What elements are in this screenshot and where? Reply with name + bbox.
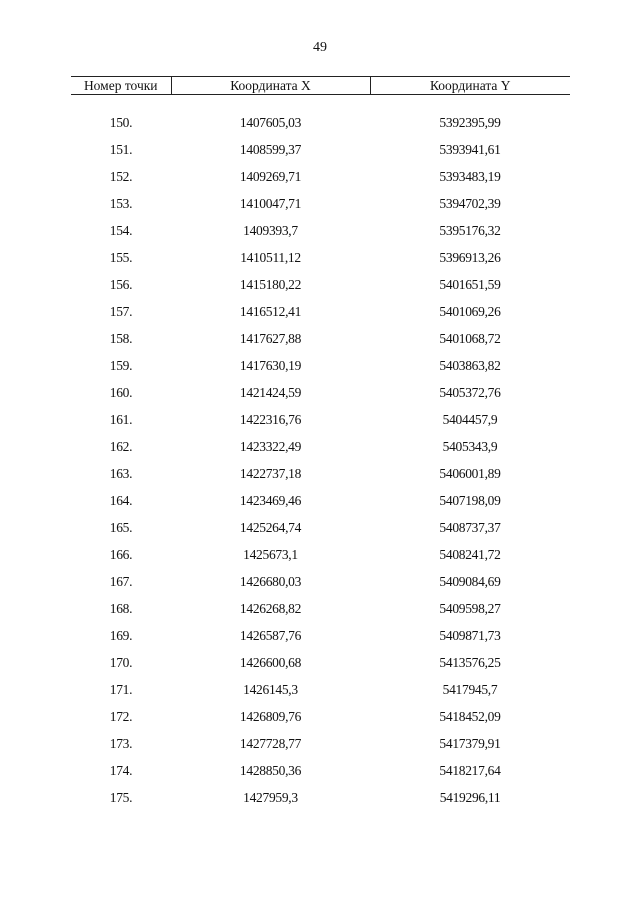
table-row — [71, 433, 570, 460]
header-point-number: Номер точки — [71, 77, 171, 95]
cell-coordinate-x: 1422316,76 — [239, 411, 302, 427]
table-row — [71, 757, 570, 784]
table-row — [71, 190, 570, 217]
cell-coordinate-x: 1426145,3 — [243, 681, 298, 697]
cell-coordinate-x: 1408599,37 — [239, 141, 302, 157]
cell-point-number: 166. — [109, 546, 133, 562]
cell-point-number: 156. — [109, 276, 133, 292]
cell-coordinate-y: 5403863,82 — [439, 357, 501, 373]
cell-point-number: 173. — [109, 735, 133, 751]
cell-point-number: 159. — [109, 357, 133, 373]
cell-coordinate-y: 5401068,72 — [439, 330, 501, 346]
cell-point-number: 172. — [109, 708, 133, 724]
cell-coordinate-y: 5408737,37 — [439, 519, 501, 535]
spacer-row — [71, 95, 570, 110]
cell-point-number: 165. — [109, 519, 133, 535]
cell-coordinate-x: 1426809,76 — [239, 708, 302, 724]
cell-point-number: 168. — [109, 600, 133, 616]
cell-point-number: 160. — [109, 384, 133, 400]
cell-coordinate-y: 5419296,11 — [439, 789, 501, 805]
table-row — [71, 379, 570, 406]
cell-coordinate-x: 1425673,1 — [243, 546, 298, 562]
cell-coordinate-x: 1427959,3 — [243, 789, 298, 805]
cell-coordinate-y: 5405343,9 — [442, 438, 498, 454]
table-row — [71, 541, 570, 568]
page-number: 49 — [313, 40, 327, 55]
header-coordinate-x: Координата X — [171, 77, 370, 95]
cell-coordinate-y: 5418217,64 — [439, 762, 501, 778]
cell-coordinate-x: 1423469,46 — [239, 492, 302, 508]
cell-point-number: 170. — [109, 654, 133, 670]
cell-coordinate-y: 5396913,26 — [439, 249, 501, 265]
cell-coordinate-x: 1417630,19 — [239, 357, 302, 373]
cell-point-number: 161. — [109, 411, 133, 427]
cell-point-number: 175. — [109, 789, 133, 805]
cell-point-number: 174. — [109, 762, 133, 778]
table-row — [71, 514, 570, 541]
cell-coordinate-x: 1407605,03 — [239, 114, 302, 130]
cell-coordinate-x: 1426680,03 — [239, 573, 302, 589]
cell-point-number: 162. — [109, 438, 133, 454]
table-row — [71, 352, 570, 379]
cell-point-number: 152. — [109, 168, 133, 184]
cell-coordinate-y: 5404457,9 — [442, 411, 498, 427]
cell-point-number: 158. — [109, 330, 133, 346]
cell-coordinate-y: 5405372,76 — [439, 384, 501, 400]
cell-coordinate-y: 5401651,59 — [439, 276, 501, 292]
cell-coordinate-x: 1426600,68 — [239, 654, 302, 670]
cell-coordinate-y: 5395176,32 — [439, 222, 501, 238]
cell-coordinate-y: 5406001,89 — [439, 465, 501, 481]
table-row — [71, 244, 570, 271]
cell-coordinate-y: 5418452,09 — [439, 708, 501, 724]
cell-coordinate-x: 1410511,12 — [240, 249, 301, 265]
cell-coordinate-x: 1409269,71 — [239, 168, 302, 184]
table-row — [71, 217, 570, 244]
cell-coordinate-x: 1409393,7 — [243, 222, 298, 238]
cell-coordinate-y: 5393941,61 — [439, 141, 501, 157]
table-row — [71, 649, 570, 676]
cell-coordinate-x: 1421424,59 — [239, 384, 302, 400]
cell-point-number: 171. — [109, 681, 133, 697]
table-row — [71, 406, 570, 433]
table-row — [71, 271, 570, 298]
cell-coordinate-x: 1416512,41 — [239, 303, 302, 319]
cell-coordinate-y: 5408241,72 — [439, 546, 501, 562]
cell-coordinate-y: 5394702,39 — [439, 195, 501, 211]
cell-coordinate-y: 5417945,7 — [442, 681, 498, 697]
table-row — [71, 622, 570, 649]
cell-point-number: 167. — [109, 573, 133, 589]
table-row — [71, 325, 570, 352]
table-row — [71, 703, 570, 730]
cell-coordinate-x: 1422737,18 — [239, 465, 302, 481]
cell-coordinate-x: 1415180,22 — [239, 276, 302, 292]
table-row — [71, 595, 570, 622]
table-row — [71, 136, 570, 163]
cell-point-number: 154. — [109, 222, 133, 238]
table-row — [71, 109, 570, 136]
cell-coordinate-x: 1410047,71 — [239, 195, 302, 211]
cell-coordinate-y: 5409084,69 — [439, 573, 501, 589]
table-row — [71, 460, 570, 487]
table-row — [71, 487, 570, 514]
cell-coordinate-y: 5409598,27 — [439, 600, 501, 616]
cell-coordinate-x: 1426268,82 — [239, 600, 302, 616]
cell-point-number: 150. — [109, 114, 133, 130]
cell-point-number: 155. — [109, 249, 133, 265]
table-row — [71, 730, 570, 757]
cell-coordinate-y: 5407198,09 — [439, 492, 501, 508]
cell-point-number: 169. — [109, 627, 133, 643]
cell-coordinate-x: 1417627,88 — [239, 330, 302, 346]
cell-point-number: 153. — [109, 195, 133, 211]
table-row — [71, 163, 570, 190]
cell-point-number: 157. — [109, 303, 133, 319]
cell-coordinate-y: 5417379,91 — [439, 735, 501, 751]
cell-point-number: 151. — [109, 141, 133, 157]
table-row — [71, 676, 570, 703]
table-row — [71, 298, 570, 325]
coordinates-table — [71, 76, 570, 811]
cell-coordinate-y: 5393483,19 — [439, 168, 501, 184]
cell-coordinate-x: 1423322,49 — [239, 438, 302, 454]
cell-coordinate-y: 5413576,25 — [439, 654, 501, 670]
cell-coordinate-y: 5409871,73 — [439, 627, 501, 643]
table-body — [71, 95, 570, 812]
cell-coordinate-x: 1425264,74 — [239, 519, 302, 535]
cell-coordinate-x: 1427728,77 — [239, 735, 302, 751]
header-coordinate-y: Координата Y — [370, 77, 570, 95]
table-row — [71, 784, 570, 811]
table-row — [71, 568, 570, 595]
cell-point-number: 163. — [109, 465, 133, 481]
table-header — [71, 77, 570, 95]
header-row — [71, 77, 570, 95]
cell-point-number: 164. — [109, 492, 133, 508]
cell-coordinate-y: 5401069,26 — [439, 303, 501, 319]
cell-coordinate-y: 5392395,99 — [439, 114, 501, 130]
cell-coordinate-x: 1426587,76 — [239, 627, 302, 643]
cell-coordinate-x: 1428850,36 — [239, 762, 302, 778]
